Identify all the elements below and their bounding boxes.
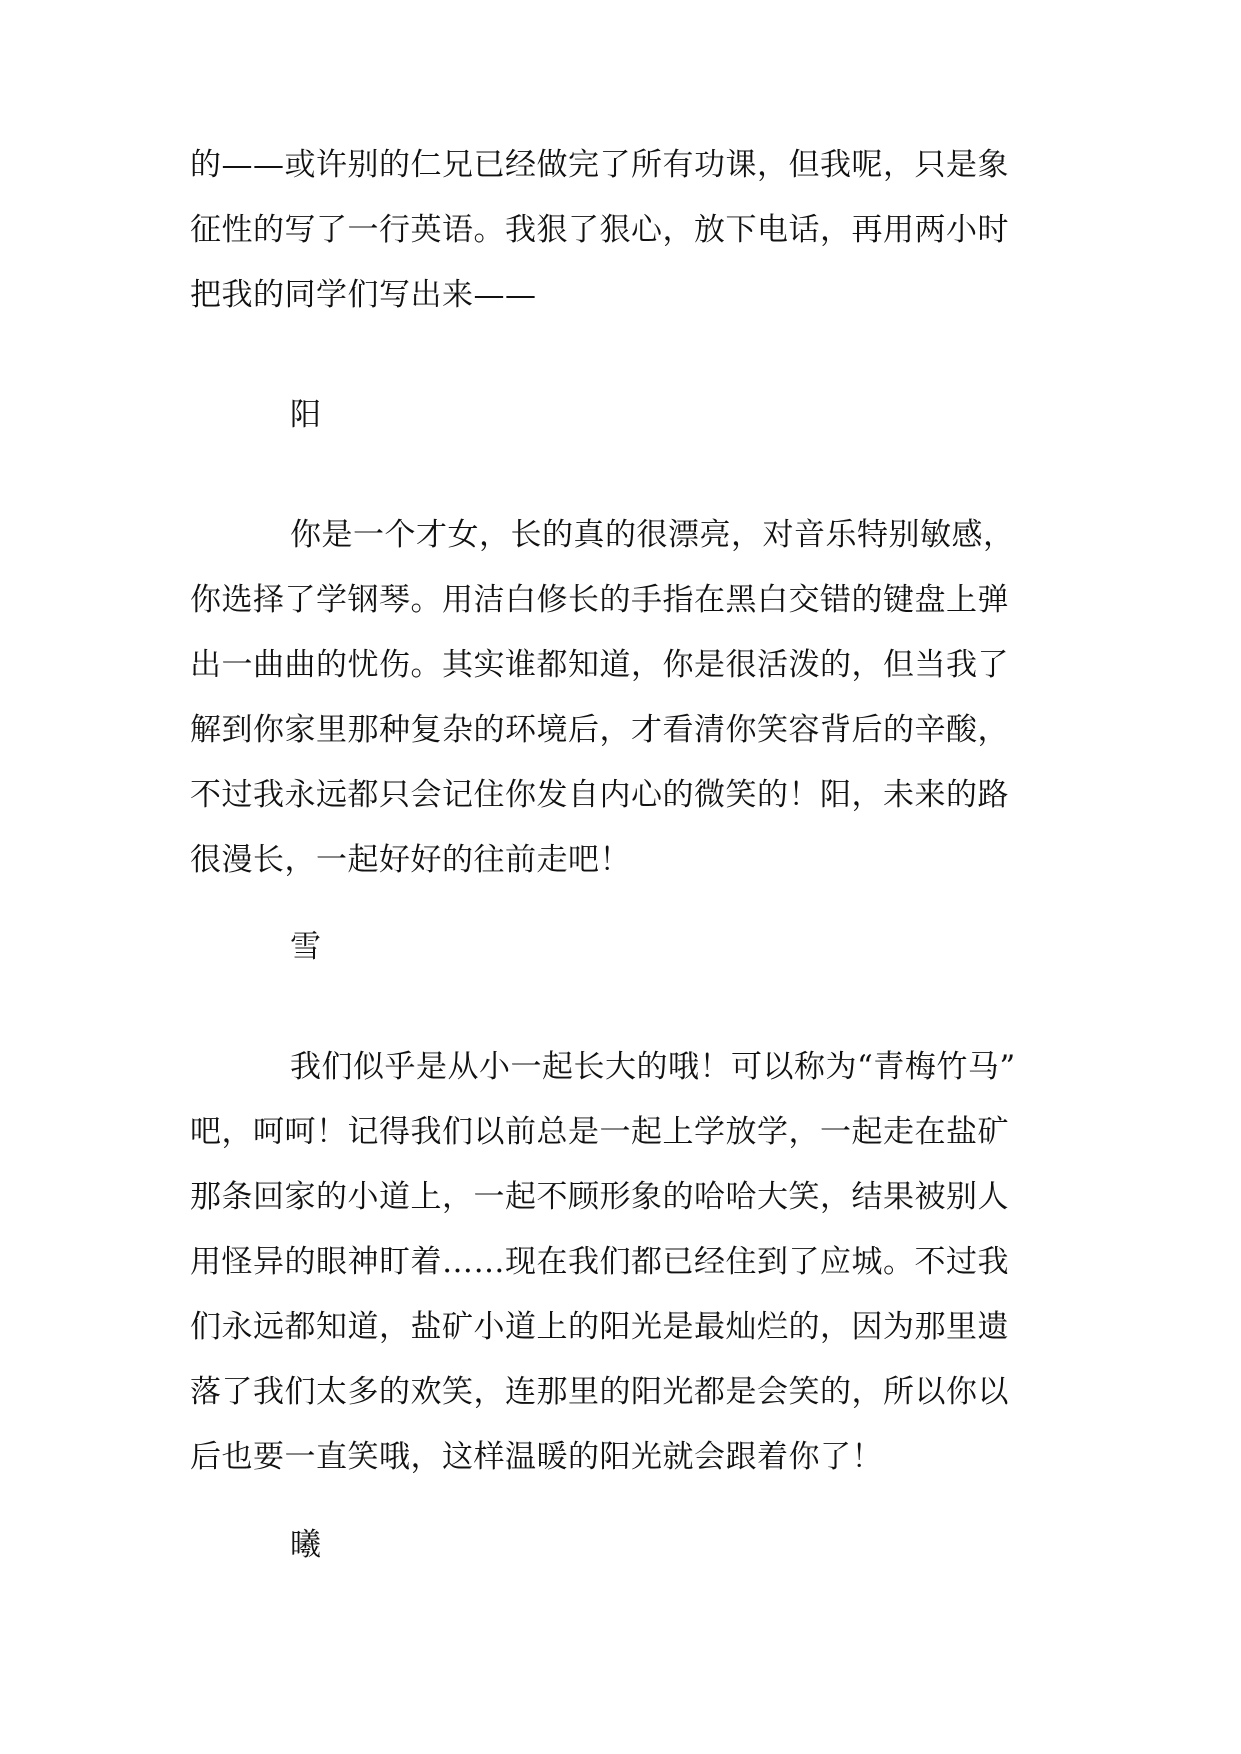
text-line: 我们似乎是从小一起长大的哦！可以称为“青梅竹马” [290, 1049, 1016, 1085]
text-line: 出一曲曲的忧伤。其实谁都知道，你是很活泼的，但当我了 [190, 647, 1009, 683]
section-heading-xi: 曦 [290, 1527, 321, 1563]
paragraph-intro [190, 133, 1060, 328]
paragraph-xue [190, 1035, 1060, 1490]
text-line: 后也要一直笑哦，这样温暖的阳光就会跟着你了！ [190, 1439, 883, 1475]
section-heading-yang: 阳 [290, 397, 321, 433]
text-line: 那条回家的小道上，一起不顾形象的哈哈大笑，结果被别人 [190, 1179, 1009, 1215]
text-line: 不过我永远都只会记住你发自内心的微笑的！阳，未来的路 [190, 777, 1009, 813]
text-line: 们永远都知道，盐矿小道上的阳光是最灿烂的，因为那里遗 [190, 1309, 1009, 1345]
text-line: 用怪异的眼神盯着……现在我们都已经住到了应城。不过我 [190, 1244, 1009, 1280]
text-line: 吧，呵呵！记得我们以前总是一起上学放学，一起走在盐矿 [190, 1114, 1009, 1150]
paragraph-yang [190, 503, 1060, 893]
text-line: 把我的同学们写出来—— [190, 277, 537, 313]
text-line: 你是一个才女，长的真的很漂亮，对音乐特别敏感， [290, 517, 1015, 553]
section-heading-xue: 雪 [290, 929, 321, 965]
text-line: 落了我们太多的欢笑，连那里的阳光都是会笑的，所以你以 [190, 1374, 1009, 1410]
text-line: 解到你家里那种复杂的环境后，才看清你笑容背后的辛酸， [190, 712, 1009, 748]
text-line: 的——或许别的仁兄已经做完了所有功课，但我呢，只是象 [190, 147, 1009, 183]
text-line: 你选择了学钢琴。用洁白修长的手指在黑白交错的键盘上弹 [190, 582, 1009, 618]
text-line: 很漫长，一起好好的往前走吧！ [190, 842, 631, 878]
text-line: 征性的写了一行英语。我狠了狠心，放下电话，再用两小时 [190, 212, 1009, 248]
